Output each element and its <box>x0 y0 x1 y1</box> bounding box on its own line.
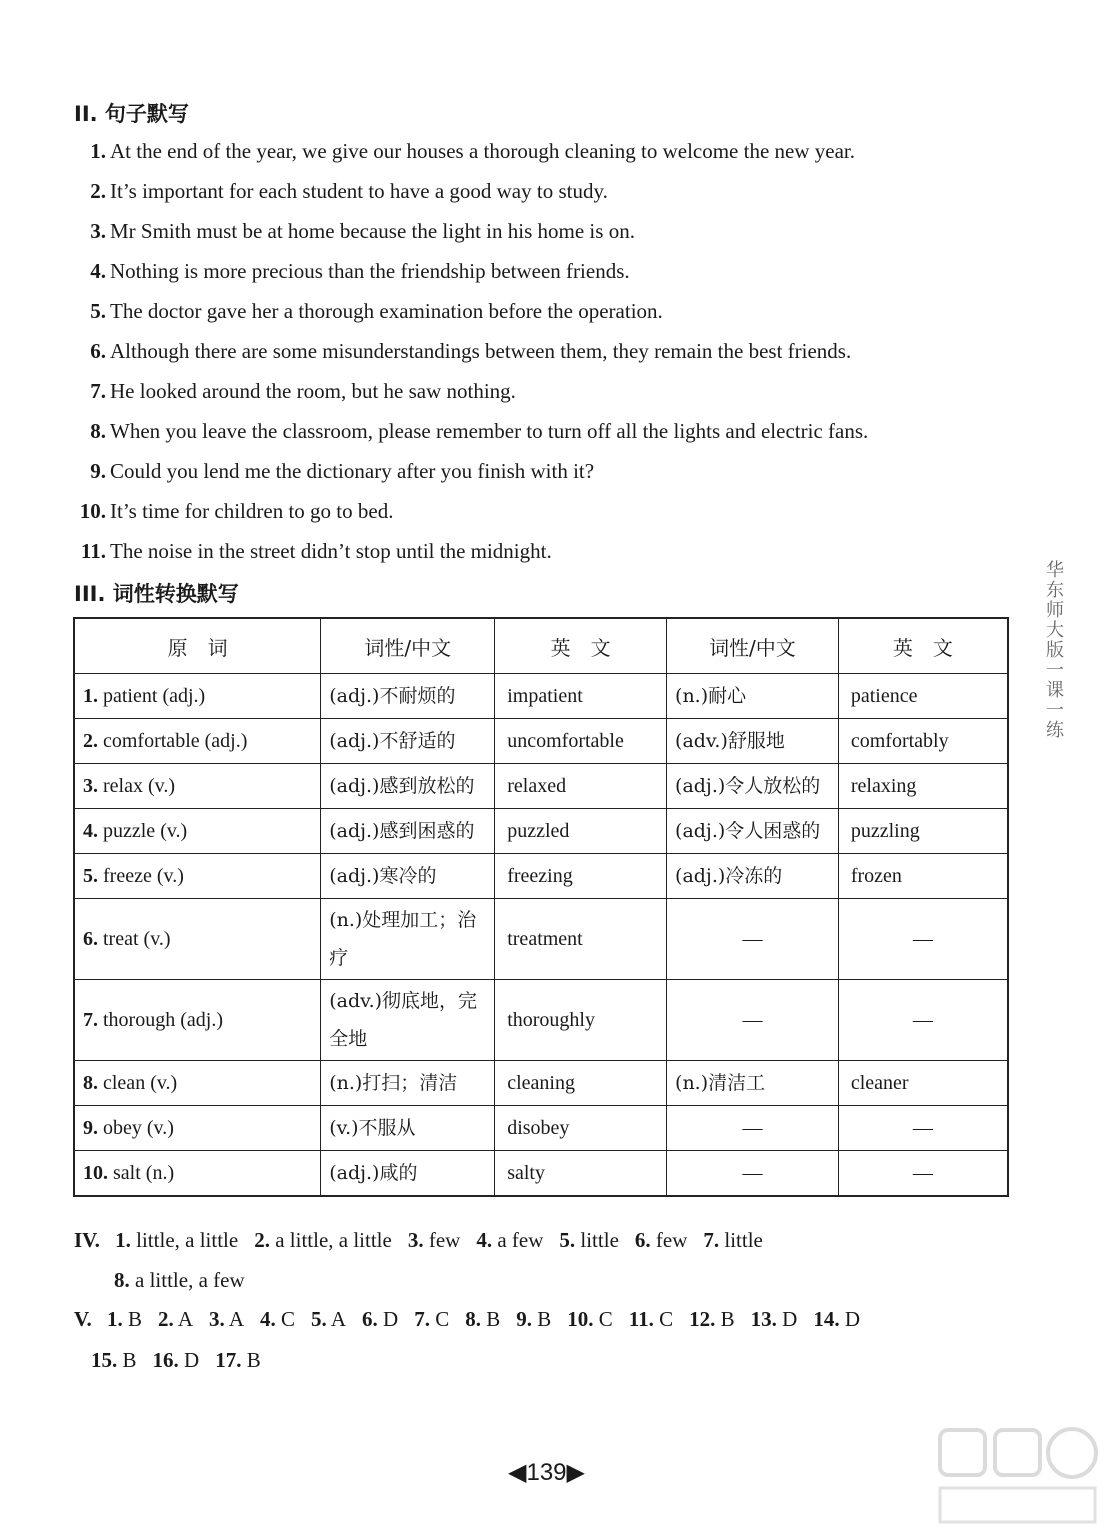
answer-item <box>689 1307 735 1331</box>
meaning-cell: (adj.)冷冻的 <box>667 854 839 899</box>
word-form-table <box>73 617 1009 1197</box>
sentence-item <box>74 538 1014 564</box>
meaning-cell: (n.)打扫；清洁 <box>321 1061 495 1106</box>
table-header-cell: 原 词 <box>74 618 321 674</box>
english-cell: salty <box>495 1151 667 1197</box>
table-row <box>74 674 1008 719</box>
answer-item <box>215 1348 261 1372</box>
answer-item <box>751 1307 798 1331</box>
sentence-text: He looked around the room, but he saw nothing. <box>110 379 516 403</box>
answer-item <box>115 1228 238 1252</box>
answer-number: 3. <box>407 1228 424 1252</box>
base-word: clean <box>103 1071 146 1094</box>
table-row <box>74 854 1008 899</box>
answer-value: few <box>655 1228 688 1252</box>
answer-number: 7. <box>703 1228 720 1252</box>
meaning-cell: — <box>667 1151 839 1197</box>
sentence-item <box>74 218 1014 244</box>
answer-item <box>260 1307 295 1331</box>
answer-value: C <box>659 1307 674 1331</box>
part-of-speech: (v.) <box>147 774 176 797</box>
base-word-cell <box>74 1151 321 1197</box>
answer-number: 4. <box>260 1307 276 1331</box>
base-word-cell <box>74 980 321 1061</box>
meaning-cell: (adv.)彻底地，完全地 <box>321 980 495 1061</box>
part-of-speech: (v.) <box>160 819 188 842</box>
meaning-cell: (v.)不服从 <box>321 1106 495 1151</box>
english-cell: treatment <box>495 899 667 980</box>
sentence-text: Nothing is more precious than the friendship between friends. <box>110 259 630 283</box>
english-cell: puzzling <box>838 809 1008 854</box>
base-word: obey <box>103 1116 142 1139</box>
part-of-speech: (n.) <box>145 1161 175 1184</box>
sentence-item <box>74 298 1014 324</box>
answer-number: 5. <box>311 1307 327 1331</box>
answer-number: 6. <box>634 1228 651 1252</box>
english-cell: thoroughly <box>495 980 667 1061</box>
answer-item <box>559 1228 619 1252</box>
table-row <box>74 764 1008 809</box>
base-word-cell <box>74 854 321 899</box>
row-number: 7. <box>83 1008 98 1031</box>
page-number <box>508 1458 585 1487</box>
answer-number: 1. <box>106 1307 123 1331</box>
answer-value: a little, a little <box>275 1228 392 1252</box>
table-header-cell: 英 文 <box>838 618 1008 674</box>
table-row <box>74 719 1008 764</box>
answer-value: C <box>598 1307 613 1331</box>
answer-item <box>158 1307 193 1331</box>
answer-number: 4. <box>476 1228 493 1252</box>
watermark-logo <box>930 1420 1105 1530</box>
answer-item <box>813 1307 860 1331</box>
answer-number: 17. <box>215 1348 242 1372</box>
page-number-value: 139 <box>526 1459 567 1486</box>
answer-item <box>465 1307 500 1331</box>
answer-number: 13. <box>750 1307 777 1331</box>
base-word: relax <box>103 774 143 797</box>
meaning-cell: — <box>667 980 839 1061</box>
answer-value: B <box>537 1307 552 1331</box>
answer-value: D <box>844 1307 860 1331</box>
answer-number: 5. <box>559 1228 576 1252</box>
row-number: 6. <box>83 927 98 950</box>
table-header-cell: 词性/中文 <box>321 618 495 674</box>
base-word: puzzle <box>103 819 156 842</box>
sentence-number: 8. <box>90 419 106 443</box>
part-of-speech: (v.) <box>146 1116 174 1139</box>
meaning-cell: (adj.)咸的 <box>321 1151 495 1197</box>
table-row <box>74 809 1008 854</box>
meaning-cell: (adj.)寒冷的 <box>321 854 495 899</box>
right-triangle-icon: ▶ <box>566 1459 585 1486</box>
section-4-line-2 <box>114 1268 261 1293</box>
english-cell: freezing <box>495 854 667 899</box>
sentence-text: When you leave the classroom, please remember to turn off all the lights and electric fans. <box>110 419 869 443</box>
answer-value: D <box>383 1307 399 1331</box>
english-cell: — <box>838 980 1008 1061</box>
base-word: treat <box>103 927 139 950</box>
section-5-label: V. <box>74 1307 92 1331</box>
base-word-cell <box>74 899 321 980</box>
answer-number: 12. <box>689 1307 716 1331</box>
answer-number: 10. <box>567 1307 594 1331</box>
answer-number: 1. <box>115 1228 131 1252</box>
base-word-cell <box>74 809 321 854</box>
meaning-cell: (adj.)感到放松的 <box>321 764 495 809</box>
english-cell: uncomfortable <box>495 719 667 764</box>
answer-value: B <box>720 1307 735 1331</box>
row-number: 10. <box>83 1161 108 1184</box>
sentence-item <box>74 138 1014 164</box>
sentence-text: Could you lend me the dictionary after you finish with it? <box>110 459 595 483</box>
sentence-number: 11. <box>80 539 106 563</box>
answer-value: a few <box>497 1228 544 1252</box>
part-of-speech: (v.) <box>143 927 171 950</box>
sentence-number: 7. <box>90 379 106 403</box>
answer-number: 6. <box>362 1307 378 1331</box>
row-number: 4. <box>83 819 98 842</box>
english-cell: relaxing <box>838 764 1008 809</box>
base-word: freeze <box>103 864 152 887</box>
sentence-text: It’s time for children to go to bed. <box>110 499 394 523</box>
answer-value: little <box>580 1228 619 1252</box>
sentence-text: The noise in the street didn’t stop until the midnight. <box>110 539 552 563</box>
meaning-cell: (n.)清洁工 <box>667 1061 839 1106</box>
meaning-cell: (adj.)令人困惑的 <box>667 809 839 854</box>
answer-value: A <box>330 1307 347 1331</box>
english-cell: comfortably <box>838 719 1008 764</box>
english-cell: cleaner <box>838 1061 1008 1106</box>
meaning-cell: (n.)耐心 <box>667 674 839 719</box>
base-word-cell <box>74 764 321 809</box>
side-series-text: 华东师大版一课一练 <box>1043 560 1064 740</box>
english-cell: cleaning <box>495 1061 667 1106</box>
section-5-line-2 <box>91 1348 277 1373</box>
sentence-text: It’s important for each student to have a good way to study. <box>110 179 608 203</box>
answer-value: a little, a few <box>135 1268 245 1292</box>
english-cell: puzzled <box>495 809 667 854</box>
table-row <box>74 980 1008 1061</box>
answer-value: B <box>127 1307 142 1331</box>
answer-item <box>408 1228 460 1252</box>
base-word: salt <box>113 1161 141 1184</box>
meaning-cell: — <box>667 899 839 980</box>
sentence-item <box>74 498 1014 524</box>
row-number: 8. <box>83 1071 98 1094</box>
answer-number: 8. <box>114 1268 130 1292</box>
answer-number: 8. <box>465 1307 481 1331</box>
answer-item <box>91 1348 137 1372</box>
table-header-cell: 英 文 <box>495 618 667 674</box>
answer-number: 16. <box>152 1348 179 1372</box>
sentence-number: 6. <box>90 339 106 363</box>
meaning-cell: (adj.)不耐烦的 <box>321 674 495 719</box>
left-triangle-icon: ◀ <box>508 1459 527 1486</box>
sentence-item <box>74 258 1014 284</box>
section-4-label: IV. <box>74 1228 100 1252</box>
answer-item <box>107 1307 142 1331</box>
part-of-speech: (adj.) <box>180 1008 223 1031</box>
answer-number: 3. <box>209 1307 225 1331</box>
answer-item <box>254 1228 392 1252</box>
section-2-heading: II. 句子默写 <box>74 102 189 126</box>
answer-item <box>362 1307 398 1331</box>
table-header-row <box>74 618 1008 674</box>
sentence-item <box>74 338 1014 364</box>
answer-number: 2. <box>254 1228 270 1252</box>
answer-value: B <box>122 1348 137 1372</box>
sentence-item <box>74 378 1014 404</box>
part-of-speech: (v.) <box>150 1071 178 1094</box>
table-row <box>74 1106 1008 1151</box>
answer-value: C <box>435 1307 450 1331</box>
sentence-number: 5. <box>90 299 106 323</box>
sentence-text: Mr Smith must be at home because the light in his home is on. <box>110 219 635 243</box>
english-cell: relaxed <box>495 764 667 809</box>
answer-value: D <box>184 1348 200 1372</box>
row-number: 9. <box>83 1116 98 1139</box>
meaning-cell: — <box>667 1106 839 1151</box>
base-word-cell <box>74 1061 321 1106</box>
base-word: patient <box>103 684 158 707</box>
sentence-item <box>74 178 1014 204</box>
answer-number: 2. <box>157 1307 174 1331</box>
base-word: thorough <box>103 1008 176 1031</box>
part-of-speech: (adj.) <box>204 729 248 752</box>
row-number: 1. <box>83 684 98 707</box>
answer-number: 15. <box>91 1348 118 1372</box>
base-word-cell <box>74 719 321 764</box>
sentence-number: 9. <box>90 459 106 483</box>
answer-item <box>153 1348 200 1372</box>
answer-number: 14. <box>813 1307 840 1331</box>
row-number: 2. <box>83 729 98 752</box>
part-of-speech: (adj.) <box>162 684 206 707</box>
table-row <box>74 899 1008 980</box>
meaning-cell: (adj.)感到困惑的 <box>321 809 495 854</box>
meaning-cell: (adv.)舒服地 <box>667 719 839 764</box>
answer-value: A <box>177 1307 193 1331</box>
answer-item <box>114 1268 245 1292</box>
answer-number: 11. <box>628 1307 654 1331</box>
part-of-speech: (v.) <box>156 864 184 887</box>
section-5-line-1 <box>74 1307 876 1332</box>
table-header-cell: 词性/中文 <box>667 618 839 674</box>
english-cell: — <box>838 1151 1008 1197</box>
answer-number: 9. <box>516 1307 532 1331</box>
answer-value: few <box>428 1228 461 1252</box>
answer-value: D <box>782 1307 798 1331</box>
answer-value: A <box>228 1307 245 1331</box>
meaning-cell: (n.)处理加工；治疗 <box>321 899 495 980</box>
base-word: comfortable <box>103 729 200 752</box>
meaning-cell: (adj.)令人放松的 <box>667 764 839 809</box>
sentence-number: 3. <box>90 219 106 243</box>
table-row <box>74 1061 1008 1106</box>
sentence-number: 1. <box>90 139 106 163</box>
section-4-line-1 <box>74 1228 779 1253</box>
section-3-heading: III. 词性转换默写 <box>74 582 239 606</box>
english-cell: — <box>838 899 1008 980</box>
answer-value: C <box>281 1307 296 1331</box>
sentence-item <box>74 458 1014 484</box>
meaning-cell: (adj.)不舒适的 <box>321 719 495 764</box>
sentence-item <box>74 418 1014 444</box>
sentence-number: 10. <box>79 499 106 523</box>
table-row <box>74 1151 1008 1197</box>
answer-number: 7. <box>414 1307 430 1331</box>
answer-item <box>476 1228 543 1252</box>
answer-item <box>635 1228 687 1252</box>
sentence-text: The doctor gave her a thorough examination before the operation. <box>110 299 663 323</box>
answer-value: B <box>486 1307 501 1331</box>
answer-item <box>629 1307 673 1331</box>
base-word-cell <box>74 1106 321 1151</box>
sentence-text: At the end of the year, we give our houses a thorough cleaning to welcome the new year. <box>110 139 855 163</box>
sentence-number: 4. <box>90 259 106 283</box>
sentence-text: Although there are some misunderstandings between them, they remain the best friends. <box>110 339 852 363</box>
sentence-number: 2. <box>90 179 106 203</box>
answer-item <box>311 1307 346 1331</box>
row-number: 3. <box>83 774 98 797</box>
english-cell: disobey <box>495 1106 667 1151</box>
answer-value: little, a little <box>136 1228 239 1252</box>
base-word-cell <box>74 674 321 719</box>
answer-item <box>209 1307 244 1331</box>
row-number: 5. <box>83 864 98 887</box>
answer-item <box>414 1307 449 1331</box>
english-cell: — <box>838 1106 1008 1151</box>
answer-value: B <box>246 1348 261 1372</box>
english-cell: frozen <box>838 854 1008 899</box>
answer-item <box>567 1307 613 1331</box>
english-cell: patience <box>838 674 1008 719</box>
answer-value: little <box>724 1228 763 1252</box>
answer-item <box>703 1228 763 1252</box>
answer-item <box>516 1307 551 1331</box>
english-cell: impatient <box>495 674 667 719</box>
